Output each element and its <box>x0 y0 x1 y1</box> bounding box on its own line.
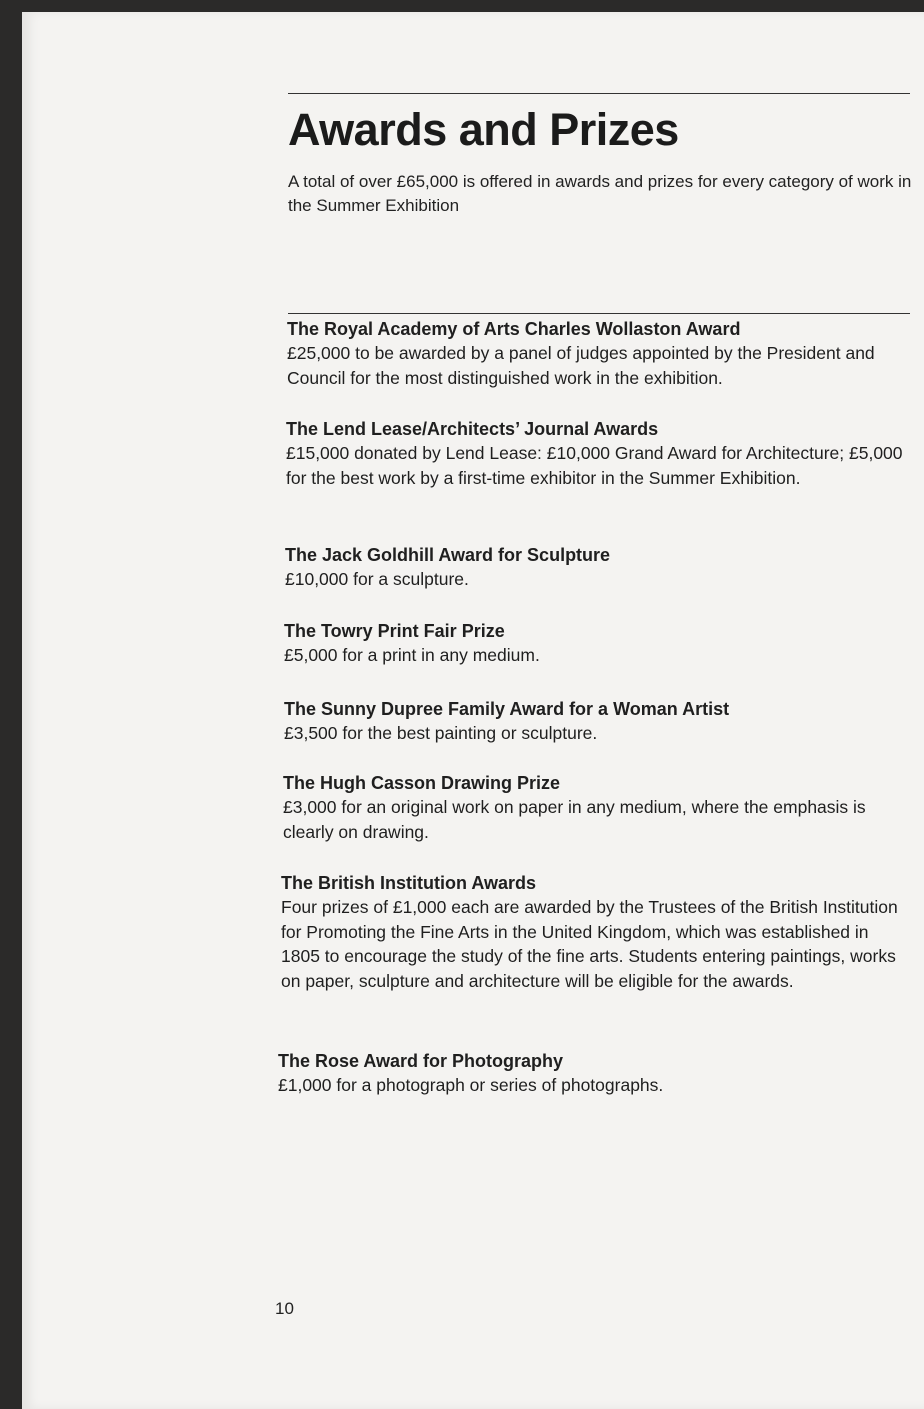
award-description: £25,000 to be awarded by a panel of judges appointed by the President and Council for the most distinguished work in the exhibition. <box>287 343 875 388</box>
award-entry <box>285 543 915 592</box>
award-entry <box>286 417 916 490</box>
award-name: The Towry Print Fair Prize <box>284 621 505 641</box>
section-rule <box>288 313 910 314</box>
top-rule <box>288 93 910 94</box>
page-title: Awards and Prizes <box>288 104 679 155</box>
award-description: £15,000 donated by Lend Lease: £10,000 Grand Award for Architecture; £5,000 for the best work by a first-time exhibitor in the Summer Exhibition. <box>286 443 903 488</box>
award-description: Four prizes of £1,000 each are awarded by the Trustees of the British Institution for Promoting the Fine Arts in the United Kingdom, which was established in 1805 to encourage the study of the fine arts. Students entering paintings, works on paper, sculpture and architecture will be eligible for the awards. <box>281 897 898 991</box>
award-description: £1,000 for a photograph or series of photographs. <box>278 1075 664 1095</box>
award-name: The Rose Award for Photography <box>278 1051 564 1071</box>
award-entry <box>284 619 914 668</box>
award-name: The Royal Academy of Arts Charles Wollaston Award <box>287 319 741 339</box>
award-name: The British Institution Awards <box>281 873 537 893</box>
award-description: £5,000 for a print in any medium. <box>284 645 540 665</box>
award-entry <box>278 1049 908 1098</box>
award-entry <box>287 317 917 390</box>
award-description: £3,500 for the best painting or sculpture. <box>284 723 598 743</box>
award-name: The Sunny Dupree Family Award for a Woman Artist <box>284 699 730 719</box>
award-name: The Jack Goldhill Award for Sculpture <box>285 545 611 565</box>
page-number: 10 <box>275 1299 294 1318</box>
award-description: £3,000 for an original work on paper in any medium, where the emphasis is clearly on drawing. <box>283 797 866 842</box>
award-entry <box>283 771 913 844</box>
award-description: £10,000 for a sculpture. <box>285 569 469 589</box>
award-entry <box>281 871 911 993</box>
intro-text: A total of over £65,000 is offered in awards and prizes for every category of work in the Summer Exhibition <box>288 172 912 215</box>
award-name: The Lend Lease/Architects’ Journal Awards <box>286 419 659 439</box>
award-name: The Hugh Casson Drawing Prize <box>283 773 561 793</box>
award-entry <box>284 697 914 746</box>
